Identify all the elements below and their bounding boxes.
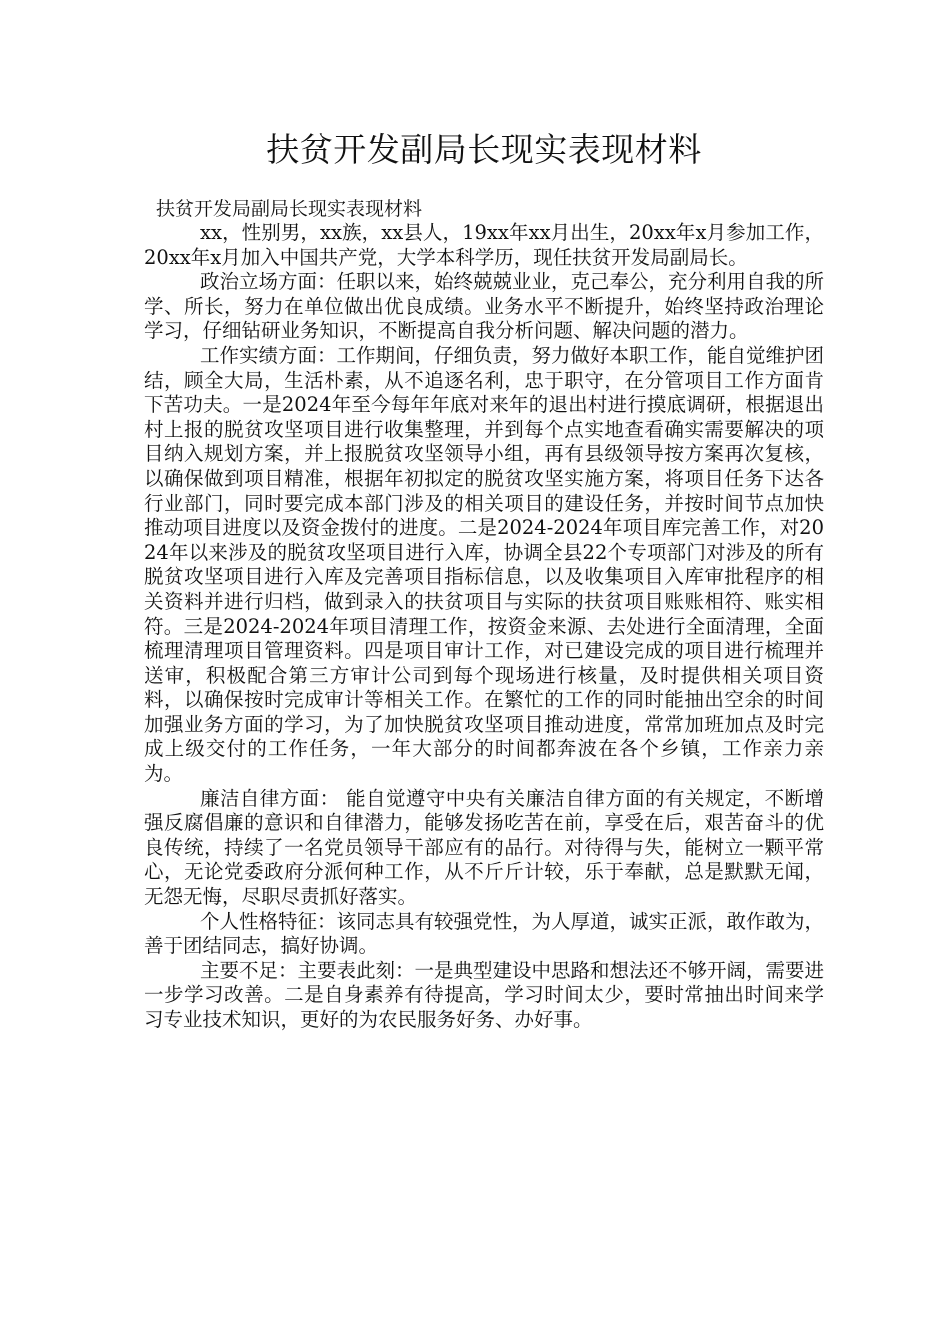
paragraph-personality: 个人性格特征：该同志具有较强党性，为人厚道，诚实正派，敢作敢为，善于团结同志，搞好协调。 <box>144 909 825 958</box>
paragraph-basic-info: xx，性别男，xx族，xx县人，19xx年xx月出生，20xx年x月参加工作，20xx年x月加入中国共产党，大学本科学历，现任扶贫开发局副局长。 <box>144 221 824 269</box>
paragraph-political-stance: 政治立场方面：任职以来，始终兢兢业业，克己奉公，充分利用自我的所学、所长，努力在单位做出优良成绩。业务水平不断提升，始终坚持政治理论学习，仔细钻研业务知识，不断提高自我分析问题、解决问题的潜力。 <box>144 270 825 343</box>
paragraph-shortcomings: 主要不足：主要表此刻：一是典型建设中思路和想法还不够开阔，需要进一步学习改善。二是自身素养有待提高，学习时间太少，要时常抽出时间来学习专业技术知识，更好的为农民服务好务、办好事。 <box>144 958 825 1031</box>
document-page <box>144 128 824 1033</box>
document-subtitle: 扶贫开发局副局长现实表现材料 <box>156 198 423 220</box>
paragraph-work-performance: 工作实绩方面：工作期间，仔细负责，努力做好本职工作，能自觉维护团结，顾全大局，生活朴素，从不追逐名利，忠于职守，在分管项目工作方面肯下苦功夫。一是2024年至今每年年底对来年的退出村进行摸底调研，根据退出村上报的脱贫攻坚项目进行收集整理，并到每个点实地查看确实需要解决的项目纳入规划方案，并上报脱贫攻坚领导小组，再有县级领导按方案再次复核，以确保做到项目精准，根据年初拟定的脱贫攻坚实施方案，将项目任务下达各行业部门，同时要完成本部门涉及的相关项目的建设任务，并按时间节点加快推动项目进度以及资金拨付的进度。二是2024-2024年项目库完善工作，对2024年以来涉及的脱贫攻坚项目进行入库，协调全县22个专项部门对涉及的所有脱贫攻坚项目进行入库及完善项目指标信息，以及收集项目入库审批程序的相关资料并进行归档，做到录入的扶贫项目与实际的扶贫项目账账相符、账实相符。三是2024-2024年项目清理工作，按资金来源、去处进行全面清理，全面梳理清理项目管理资料。四是项目审计工作，对已建设完成的项目进行梳理并送审，积极配合第三方审计公司到每个现场进行核量，及时提供相关项目资料，以确保按时完成审计等相关工作。在繁忙的工作的同时能抽出空余的时间加强业务方面的学习，为了加快脱贫攻坚项目推动进度，常常加班加点及时完成上级交付的工作任务，一年大部分的时间都奔波在各个乡镇，工作亲力亲为。 <box>144 343 825 786</box>
paragraph-integrity: 廉洁自律方面： 能自觉遵守中央有关廉洁自律方面的有关规定，不断增强反腐倡廉的意识和自律潜力，能够发扬吃苦在前，享受在后，艰苦奋斗的优良传统，持续了一名党员领导干部应有的品行。对待得与失，能树立一颗平常心，无论党委政府分派何种工作，从不斤斤计较，乐于奉献，总是默默无闻，无怨无悔，尽职尽责抓好落实。 <box>144 786 824 909</box>
document-title: 扶贫开发副局长现实表现材料 <box>266 130 702 169</box>
